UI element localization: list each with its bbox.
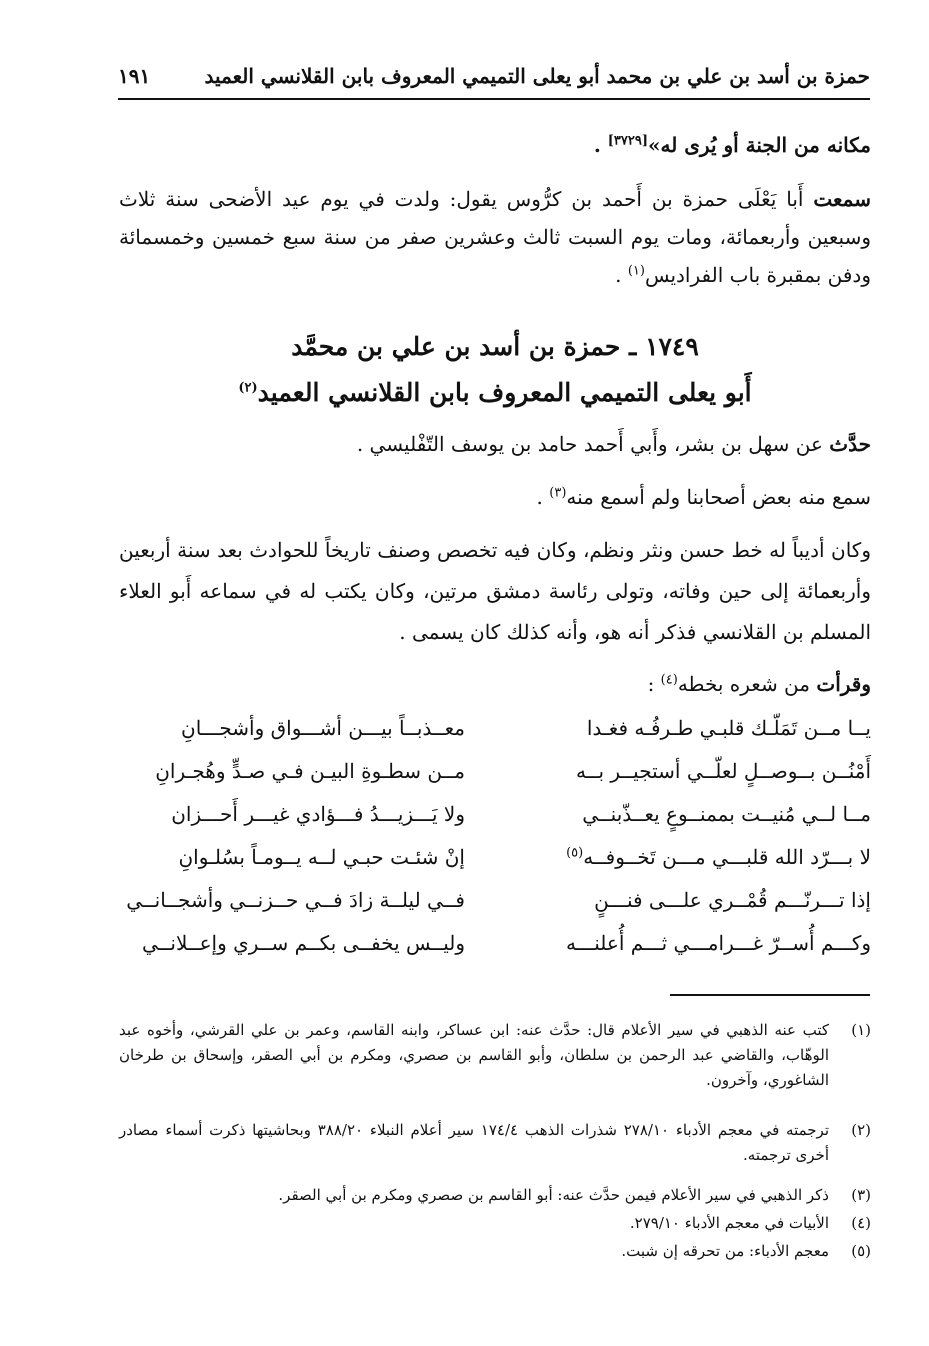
verse-second-hemistich: ولا يَـــزيـــدُ فـــؤادي غيـــر أَحـــزان (171, 802, 465, 826)
paragraph-text: سمع منه بعض أصحابنا ولم أسمع منه (566, 485, 871, 509)
entry-heading (119, 324, 871, 416)
verse-second-hemistich: فــي ليلــة زادَ فــي حــزنــي وأشجــانــي (126, 888, 465, 912)
footnote-marker: (١) (627, 263, 645, 279)
footnote-text: الأبيات في معجم الأدباء ٢٧٩/١٠. (629, 1214, 829, 1232)
hearing-paragraph (119, 478, 871, 516)
verse-second-hemistich: معــذبــاً بيـــن أشـــواق وأشجـــانِ (181, 716, 465, 740)
paragraph-lead-word: وقرأت (816, 672, 871, 696)
footnote (119, 1018, 871, 1093)
footnote-text: معجم الأدباء: من تحرقه إن شبت. (621, 1242, 829, 1260)
running-header (118, 58, 870, 100)
footnote-text: كتب عنه الذهبي في سير الأعلام قال: حدَّث عنه: ابن عساكر، وابنه القاسم، وعمر بن علي القرشي، وأخوه عبد الوهّاب، والقاضي عبد الرحمن بن سلطان، وأبو القاسم بن صصري، ومكرم بن أبي الصقر، وإسحاق بن طرخان الشاغوري، وآخرون. (119, 1021, 829, 1089)
footnote-text: ترجمته في معجم الأدباء ٢٧٨/١٠ شذرات الذهب ١٧٤/٤ سير أعلام النبلاء ٣٨٨/٢٠ وبحاشيتها ذكرت أسماء مصادر أخرى ترجمته. (119, 1121, 830, 1164)
punctuation: . (615, 263, 628, 287)
birth-death-paragraph (119, 180, 871, 294)
footnote-number: (٥) (851, 1242, 871, 1260)
biography-text: وكان أديباً له خط حسن ونثر ونظم، وكان فيه تخصص وصنف تاريخاً للحوادث بعد سنة أربعين وأربعمائة إلى حين وفاته، وتولى رئاسة دمشق مرتين، وكان يكتب له في سماعه أَبو العلاء المسلم بن القلانسي فذكر أنه هو، وأنه كذلك كان يسمى . (119, 538, 871, 644)
poem-verse (119, 716, 871, 760)
footnote-number: (٤) (851, 1214, 871, 1232)
verse-second-hemistich: إنْ شئـت حبـي لــه يــومـاً بسُلـوانِ (178, 845, 465, 869)
punctuation: . (536, 485, 550, 509)
footnote-number: (١) (851, 1021, 871, 1039)
paragraph-text: أَبا يَعْلَى حمزة بن أَحمد بن كرُّوس يقول: ولدت في يوم عيد الأضحى سنة ثلاث وسبعين وأربعمائة، ومات يوم السبت ثالث وعشرين صفر من سنة سبع خمسين وخمسمائة ودفن بمقبرة باب الفراديس (119, 187, 871, 287)
paragraph-lead-word: سمعت (813, 187, 871, 211)
footnote-marker: (٥) (566, 845, 584, 861)
paragraph-lead-word: حدَّث (829, 432, 871, 456)
paragraph-text: من شعره بخطه (677, 672, 817, 696)
header-title: حمزة بن أسد بن علي بن محمد أبو يعلى التميمي المعروف بابن القلانسي العميد (204, 64, 870, 88)
poem-verse (119, 802, 871, 846)
punctuation: . (593, 133, 608, 157)
page-number: ١٩١ (118, 64, 151, 88)
footnote (119, 1211, 871, 1236)
verse-second-hemistich: وليــس يخفــى بكــم ســري وإعــلانــي (142, 931, 465, 955)
punctuation: : (647, 672, 661, 696)
footnote-separator (670, 994, 870, 996)
poetry-intro (119, 665, 871, 703)
footnote-marker: (٣) (549, 485, 567, 501)
biography-paragraph (119, 530, 871, 653)
verse-first-hemistich: أَمْنُــن بــوصــلٍ لعلّــي أستجيــر بــه (576, 759, 871, 783)
footnote (119, 1239, 871, 1264)
verse-first-hemistich: لا بـــرّد الله قلبـــي مـــن تَخــوفــه (583, 845, 871, 869)
footnote-marker: (٢) (238, 380, 258, 396)
citation-ref: [٣٧٢٩] (607, 133, 648, 149)
poem-verse (119, 888, 871, 932)
previous-entry-text: مكانه من الجنة أو يُرى له» (648, 133, 871, 157)
poem-verse (119, 931, 871, 975)
verse-second-hemistich: مــن سطـوةِ البيـن فـي صـدٍّ وهُجـرانِ (155, 759, 465, 783)
footnote-text: ذكر الذهبي في سير الأعلام فيمن حدَّث عنه: أبو القاسم بن صصري ومكرم بن أبي الصقر. (278, 1186, 829, 1204)
verse-first-hemistich: يــا مــن تَمَلّـك قلبـي طـرفُـه فغـدا (586, 716, 871, 740)
footnote (119, 1118, 871, 1168)
footnote-number: (٢) (851, 1121, 871, 1139)
paragraph-text: عن سهل بن بشر، وأَبي أَحمد حامد بن يوسف التّفْليسي . (356, 432, 830, 456)
verse-first-hemistich: مــا لــي مُنيــت بممنــوعٍ يعــذّبنــي (582, 802, 871, 826)
previous-entry-ending (119, 126, 871, 164)
verse-first-hemistich: إذا تـــرنّـــم قُمْــري علـــى فنـــنٍ (594, 888, 871, 912)
entry-heading-line-1: ١٧٤٩ ـ حمزة بن أسد بن علي بن محمَّد (291, 332, 699, 361)
poem-verse (119, 845, 871, 889)
narration-paragraph (119, 425, 871, 463)
verse-first-hemistich: وكـــم أُســرّ غـــرامـــي ثـــم أُعلنـــه (565, 931, 871, 955)
entry-heading-line-2: أَبو يعلى التميمي المعروف بابن القلانسي العميد (257, 378, 752, 407)
poem-verse (119, 759, 871, 803)
footnote-marker: (٤) (660, 672, 678, 688)
footnote-number: (٣) (851, 1186, 871, 1204)
footnote (119, 1183, 871, 1208)
